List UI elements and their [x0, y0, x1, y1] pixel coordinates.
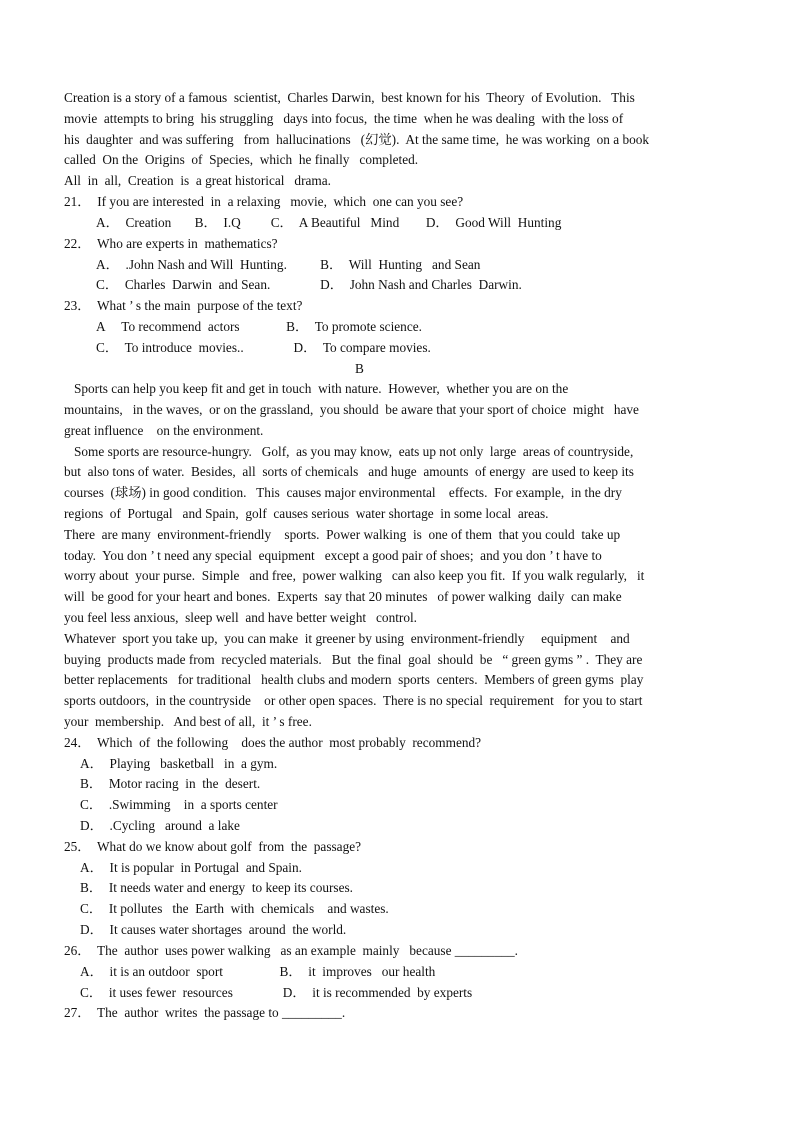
passage-line: called On the Origins of Species, which he finally completed. — [64, 152, 419, 167]
passage-line: All in all, Creation is a great historical drama. — [64, 173, 331, 188]
passage-line: There are many environment-friendly sports. Power walking is one of them that you could take up — [64, 527, 621, 542]
question-options: C． To introduce movies.. D． To compare movies. — [96, 340, 431, 355]
passage-line: his daughter and was suffering from hallucinations (幻觉). At the same time, he was working on a book — [64, 132, 650, 147]
question-option: A． It is popular in Portugal and Spain. — [80, 860, 302, 875]
question-stem: 22． Who are experts in mathematics? — [64, 236, 278, 251]
question-option: D． It causes water shortages around the world. — [80, 922, 347, 937]
passage-line: Some sports are resource-hungry. Golf, as you may know, eats up not only large areas of countryside, — [64, 444, 634, 459]
passage-line: mountains, in the waves, or on the grassland, you should be aware that your sport of choice might have — [64, 402, 639, 417]
question-options: C． it uses fewer resources D． it is recommended by experts — [80, 985, 473, 1000]
question-stem: 23． What ’ s the main purpose of the text? — [64, 298, 303, 313]
question-option: C． .Swimming in a sports center — [80, 797, 278, 812]
question-stem: 21． If you are interested in a relaxing movie, which one can you see? — [64, 194, 464, 209]
question-stem: 25． What do we know about golf from the passage? — [64, 839, 362, 854]
section-b-heading: B — [355, 361, 364, 376]
passage-line: your membership. And best of all, it ’ s free. — [64, 714, 312, 729]
passage-line: better replacements for traditional health clubs and modern sports centers. Members of green gyms play — [64, 672, 644, 687]
passage-line: will be good for your heart and bones. Experts say that 20 minutes of power walking daily can make — [64, 589, 622, 604]
passage-line: regions of Portugal and Spain, golf causes serious water shortage in some local areas. — [64, 506, 549, 521]
passage-line: great influence on the environment. — [64, 423, 264, 438]
question-option: C． It pollutes the Earth with chemicals and wastes. — [80, 901, 389, 916]
passage-line: Whatever sport you take up, you can make it greener by using environment-friendly equipment and — [64, 631, 630, 646]
passage-line: courses (球场) in good condition. This causes major environmental effects. For example, in the dry — [64, 485, 622, 500]
passage-line: but also tons of water. Besides, all sorts of chemicals and huge amounts of energy are used to keep its — [64, 464, 634, 479]
passage-line: Sports can help you keep fit and get in touch with nature. However, whether you are on the — [64, 381, 569, 396]
question-options: A． .John Nash and Will Hunting. B． Will Hunting and Sean — [96, 257, 481, 272]
question-option: B． Motor racing in the desert. — [80, 776, 261, 791]
question-option: B． It needs water and energy to keep its courses. — [80, 880, 354, 895]
passage-line: you feel less anxious, sleep well and have better weight control. — [64, 610, 418, 625]
question-options: A． it is an outdoor sport B． it improves our health — [80, 964, 436, 979]
question-option: A． Playing basketball in a gym. — [80, 756, 278, 771]
passage-line: today. You don ’ t need any special equipment except a good pair of shoes; and you don ’ t have to — [64, 548, 602, 563]
question-stem: 26． The author uses power walking as an example mainly because _________. — [64, 943, 518, 958]
question-options: C． Charles Darwin and Sean. D． John Nash and Charles Darwin. — [96, 277, 522, 292]
question-stem: 24． Which of the following does the author most probably recommend? — [64, 735, 482, 750]
passage-line: sports outdoors, in the countryside or other open spaces. There is no special requirement for you to start — [64, 693, 643, 708]
passage-line: buying products made from recycled materials. But the final goal should be “ green gyms ” . They are — [64, 652, 643, 667]
passage-line: Creation is a story of a famous scientist, Charles Darwin, best known for his Theory of Evolution. This — [64, 90, 635, 105]
question-options: A． Creation B． I.Q C． A Beautiful Mind D． Good Will Hunting — [96, 215, 562, 230]
passage-line: movie attempts to bring his struggling days into focus, the time when he was dealing with the loss of — [64, 111, 624, 126]
question-options: A To recommend actors B． To promote science. — [96, 319, 422, 334]
question-option: D． .Cycling around a lake — [80, 818, 240, 833]
passage-line: worry about your purse. Simple and free, power walking can also keep you fit. If you walk regularly, it — [64, 568, 645, 583]
question-stem: 27． The author writes the passage to _________. — [64, 1005, 346, 1020]
